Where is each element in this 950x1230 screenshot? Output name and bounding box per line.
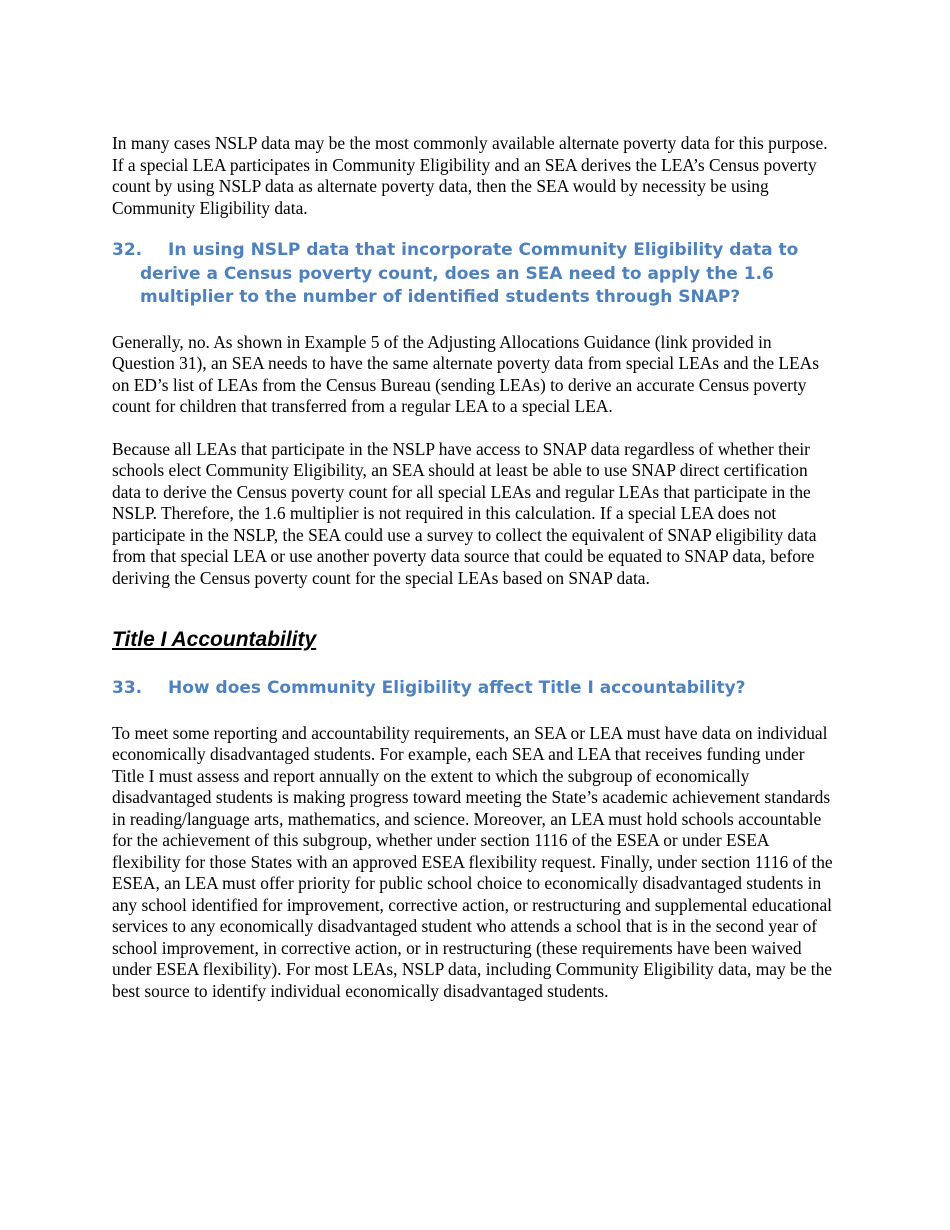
section-title: Title I Accountability	[112, 628, 317, 651]
question-33-number: 33.	[112, 678, 143, 698]
question-32-text: In using NSLP data that incorporate Community Eligibility data to derive a Census poverty count, does an SEA need to apply the 1.6 multiplier to the number of identified students through SNAP?	[140, 240, 799, 307]
answer-33-paragraph: To meet some reporting and accountability requirements, an SEA or LEA must have data on individual economically disadvantaged students. For example, each SEA and LEA that receives funding under Title I must assess and report annually on the extent to which the subgroup of economically disadvantaged students is making progress toward meeting the State’s academic achievement standards in reading/language arts, mathematics, and science. Moreover, an LEA must hold schools accountable for the achievement of this subgroup, whether under section 1116 of the ESEA or under ESEA flexibility for those States with an approved ESEA flexibility request. Finally, under section 1116 of the ESEA, an LEA must offer priority for public school choice to economically disadvantaged students in any school identified for improvement, corrective action, or restructuring and supplemental educational services to any economically disadvantaged student who attends a school that is in the second year of school improvement, in corrective action, or in restructuring (these requirements have been waived under ESEA flexibility). For most LEAs, NSLP data, including Community Eligibility data, may be the best source to identify individual economically disadvantaged students.	[112, 722, 833, 1001]
answer-32-paragraph-1: Generally, no. As shown in Example 5 of the Adjusting Allocations Guidance (link provided in Question 31), an SEA needs to have the same alternate poverty data from special LEAs and the LEAs on ED’s list of LEAs from the Census Bureau (sending LEAs) to derive an accurate Census poverty count for children that transferred from a regular LEA to a special LEA.	[112, 331, 820, 416]
intro-paragraph: In many cases NSLP data may be the most commonly available alternate poverty data for this purpose. If a special LEA participates in Community Eligibility and an SEA derives the LEA’s Census poverty count by using NSLP data as alternate poverty data, then the SEA would by necessity be using Community Eligibility data.	[112, 133, 828, 218]
question-33-heading	[112, 677, 838, 701]
document-page	[112, 133, 838, 1002]
question-32-heading	[112, 239, 838, 310]
answer-32-paragraph-2: Because all LEAs that participate in the NSLP have access to SNAP data regardless of whether their schools elect Community Eligibility, an SEA should at least be able to use SNAP direct certification data to derive the Census poverty count for all special LEAs and regular LEAs that participate in the NSLP. Therefore, the 1.6 multiplier is not required in this calculation. If a special LEA does not participate in the NSLP, the SEA could use a survey to collect the equivalent of SNAP eligibility data from that special LEA or use another poverty data source that could be equated to SNAP data, before deriving the Census poverty count for the special LEAs based on SNAP data.	[112, 438, 817, 588]
question-33-text: How does Community Eligibility affect Title I accountability?	[168, 678, 746, 698]
question-32-number: 32.	[112, 240, 143, 260]
